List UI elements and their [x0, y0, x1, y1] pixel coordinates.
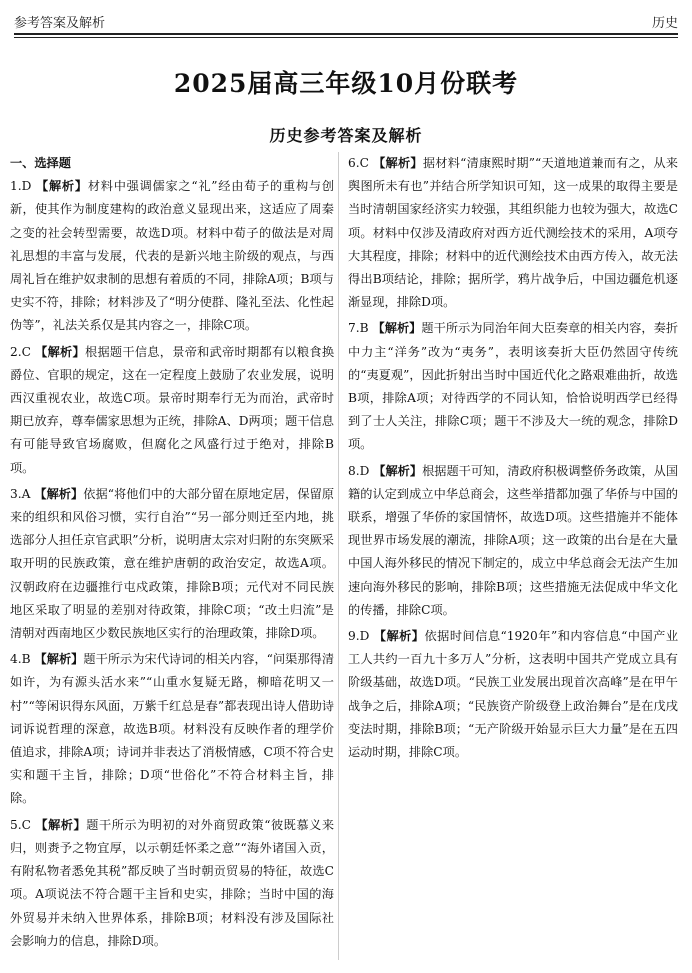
item-text: 依据“将他们中的大部分留在原地定居，保留原来的组织和风俗习惯，实行自治”“另一部分则迁至内地，挑选部分人担任京官武职”分析，说明唐太宗对归附的东突厥采取开明的民族政策，意在维护唐朝的政治安定，故选A项。汉朝政府在边疆推行屯戍政策，排除B项；元代对不同民族地区采取了明显的差别对待政策，排除C项；“改土归流”是清朝对西南地区少数民族地区实行的治理政策，排除D项。 — [10, 486, 335, 641]
item-text: 题干所示为同治年间大臣奏章的相关内容，奏折中力主“洋务”改为“夷务”，表明该奏折大臣仍然固守传统的“夷夏观”，因此折射出当时中国近代化之路艰难曲折，故选B项，排除A项；对待西学的不同认知，恰恰说明西学已经得到了士人关注，排除C项；题干不涉及大一统的观念，排除D项。 — [348, 321, 679, 452]
analysis-tag: 【解析】 — [34, 486, 84, 501]
header-left: 参考答案及解析 — [14, 15, 106, 31]
item-number: 5.C — [10, 817, 31, 832]
item-text: 据材料“清康熙时期”“天道地道兼而有之，从来舆图所未有也”并结合所学知识可知，这一成果的取得主要是当时清朝国家经济实力较强，其组织能力也较为强大，故选C项。材料中仅涉及清政府对西方近代测绘技术的采用，A项夸大其程度，排除；材料中的近代测绘技术由西方传入，故无法得出B项结论，排除；据所学，鸦片战争后，中国边疆危机逐渐显现，排除D项。 — [348, 156, 678, 310]
section-heading: 一、选择题 — [10, 156, 71, 170]
answer-item-2 — [10, 341, 334, 480]
item-number: 7.B — [348, 321, 369, 336]
answer-item-3 — [10, 483, 334, 645]
item-text: 根据题干信息，景帝和武帝时期都有以粮食换爵位、官职的规定，这在一定程度上鼓励了农业发展，说明西汉重视农业，故选C项。景帝时期奉行无为而治，武帝时期已放弃，尊奉儒家思想为正统，排除A、D两项；题干信息有可能导致官场腐败，但腐化之风盛行过于绝对，排除B项。 — [10, 344, 335, 475]
answer-item-5 — [10, 814, 334, 953]
answer-item-1 — [10, 175, 334, 337]
item-text: 题干所示为明初的对外商贸政策“彼既慕义来归，则赉予之物宜厚，以示朝廷怀柔之意”“海外诸国入贡，有附私物者悉免其税”都反映了当时朝贡贸易的特征，故选C项。A项说法不符合题干主旨和史实，排除；当时中国的海外贸易并未纳入世界体系，排除B项；材料没有涉及国际社会影响力的信息，排除D项。 — [10, 817, 335, 948]
answer-item-7 — [348, 317, 678, 456]
analysis-tag: 【解析】 — [36, 179, 88, 194]
analysis-tag: 【解析】 — [372, 321, 422, 336]
header-right: 历史 — [651, 15, 678, 31]
item-text: 材料中强调儒家之“礼”经由荀子的重构与创新，使其作为制度建构的政治意义显现出来，这适应了周秦之变的社会转型需要，故选D项。材料中荀子的做法是对周礼思想的丰富与发展，代表的是新兴地主阶级的观点，与西周礼旨在维护奴隶制的思想有着质的不同，排除A项；B项与史实不符，排除；材料涉及了“明分使群、隆礼至法、化性起伪等”，礼法关系仅是其内容之一，排除C项。 — [10, 179, 335, 333]
item-number: 6.C — [348, 156, 369, 170]
item-text: 依据时间信息“1920年”和内容信息“中国产业工人共约一百九十多万人”分析，这表明中国共产党成立具有阶级基础，故选D项。“民族工业发展出现首次高峰”是在甲午战争之后，排除A项；“民族资产阶级登上政治舞台”是在戊戌变法时期，排除B项；“无产阶级开始显示巨大力量”是在五四运动时期，排除C项。 — [348, 629, 679, 760]
analysis-tag: 【解析】 — [35, 817, 87, 832]
analysis-tag: 【解析】 — [373, 463, 423, 478]
answer-item-6 — [348, 152, 678, 314]
running-header — [14, 10, 678, 32]
answer-item-9 — [348, 625, 678, 764]
right-column — [348, 152, 678, 767]
analysis-tag: 【解析】 — [35, 344, 85, 359]
item-number: 3.A — [10, 486, 31, 501]
page-title: 2025届高三年级10月份联考 — [173, 69, 519, 98]
answer-item-4 — [10, 648, 334, 810]
analysis-tag: 【解析】 — [373, 156, 423, 170]
header-rule-thin — [14, 37, 678, 38]
item-text: 根据题干可知，清政府积极调整侨务政策，从国籍的认定到成立中华总商会，这些举措都加强了华侨与中国的联系，增强了华侨的家国情怀，故选D项。这些措施并不能体现世界市场发展的潮流，排除A项；这一政策的出台是在大量中国人海外移民的情况下制定的，成立中华总商会无法产生加速向海外移民的影响，排除B项；这些措施无法促成中华文化的传播，排除C项。 — [348, 463, 679, 617]
answer-item-8 — [348, 460, 678, 622]
analysis-tag: 【解析】 — [34, 652, 84, 667]
item-number: 1.D — [10, 179, 32, 194]
page-subtitle: 历史参考答案及解析 — [269, 126, 423, 145]
item-number: 8.D — [348, 463, 370, 478]
analysis-tag: 【解析】 — [373, 629, 425, 644]
item-text: 题干所示为宋代诗词的相关内容，“问渠那得清如许，为有源头活水来”“山重水复疑无路，柳暗花明又一村”“等闲识得东风面，万紫千红总是春”都表现出诗人借助诗词诉说哲理的深意，故选B项。材料没有反映作者的理学价值追求，排除A项；诗词并非表达了消极情感，C项不符合史实和题干主旨，排除；D项“世俗化”不符合材料主旨，排除。 — [10, 652, 335, 806]
column-divider — [338, 152, 339, 960]
left-column — [10, 152, 334, 956]
item-number: 4.B — [10, 652, 31, 667]
item-number: 9.D — [348, 629, 370, 644]
item-number: 2.C — [10, 344, 31, 359]
header-rule — [14, 33, 678, 35]
